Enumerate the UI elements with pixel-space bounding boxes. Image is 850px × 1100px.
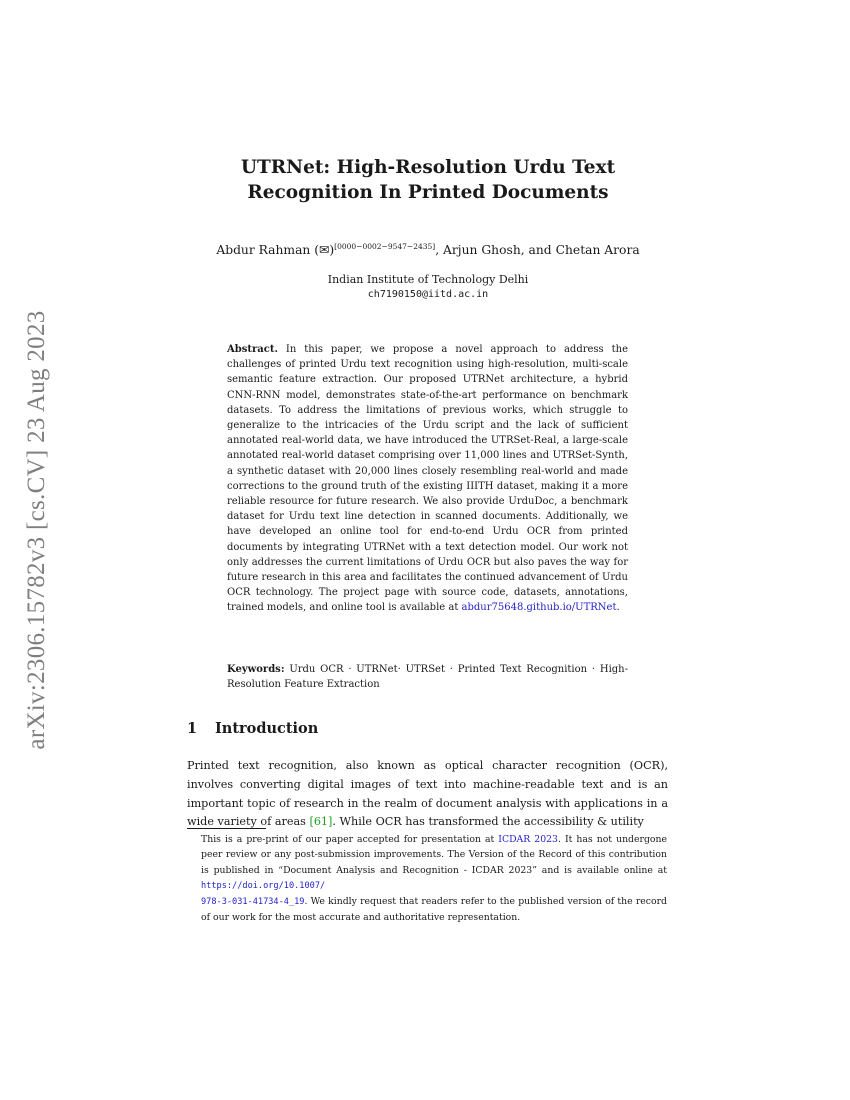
section-heading <box>187 719 318 739</box>
citation-link[interactable]: [61] <box>309 815 333 829</box>
institution-name: Indian Institute of Technology Delhi <box>327 273 529 286</box>
title-line-1: UTRNet: High-Resolution Urdu Text <box>240 157 616 178</box>
arxiv-identifier-stamp: arXiv:2306.15782v3 [cs.CV] 23 Aug 2023 <box>23 310 50 750</box>
affiliation-block <box>200 272 656 302</box>
other-authors: , Arjun Ghosh, and Chetan Arora <box>435 243 640 257</box>
paper-title <box>190 155 666 205</box>
footnote <box>201 832 667 926</box>
abstract-label: Abstract. <box>227 344 278 355</box>
author-email[interactable]: ch7190150@iitd.ac.in <box>367 289 489 300</box>
footnote-text-1: This is a pre-print of our paper accepted for presentation at <box>201 834 499 845</box>
footnote-text-3: . We kindly request that readers refer to the published version of the record of our work for the most accurate and authoritative representation. <box>201 896 667 924</box>
section-title: Introduction <box>215 720 319 737</box>
title-line-2: Recognition In Printed Documents <box>247 182 609 203</box>
abstract-text: In this paper, we propose a novel approach to address the challenges of printed Urdu text recognition using high-resolution, multi-scale semantic feature extraction. Our proposed UTRNet architecture, a hybrid CNN-RNN model, demonstrates state-of-the-art performance on benchmark datasets. To address the limitations of previous works, which struggle to generalize to the intricacies of the Urdu script and the lack of sufficient annotated real-world data, we have introduced the UTRSet-Real, a large-scale annotated real-world dataset comprising over 11,000 lines and UTRSet-Synth, a synthetic dataset with 20,000 lines closely resembling real-world and made corrections to the ground truth of the existing IIITH dataset, making it a more reliable resource for future research. We also provide UrduDoc, a benchmark dataset for Urdu text line detection in scanned documents. Additionally, we have developed an online tool for end-to-end Urdu OCR from printed documents by integrating UTRNet with a text detection model. Our work not only addresses the current limitations of Urdu OCR but also paves the way for future research in this area and facilitates the continued advancement of Urdu OCR technology. The project page with source code, datasets, annotations, trained models, and online tool is available at <box>227 344 628 614</box>
author-list <box>160 241 696 259</box>
doi-link-line-1: https://doi.org/10.1007/ <box>201 880 326 891</box>
keywords-block <box>227 662 628 692</box>
abstract-block <box>227 342 628 616</box>
doi-link-line-2: 978-3-031-41734-4_19 <box>201 897 305 908</box>
section-number: 1 <box>187 720 198 737</box>
venue-link[interactable]: ICDAR 2023 <box>498 834 558 845</box>
abstract-end: . <box>616 602 620 614</box>
footnote-text-2: . It has not undergone peer review or any post-submission improvements. The Version of the Record of this contribution is published in “Document Analysis and Recognition - ICDAR 2023” and is available online at <box>201 834 667 876</box>
keywords-text: Urdu OCR · UTRNet· UTRSet · Printed Text Recognition · High-Resolution Feature Extraction <box>227 664 628 691</box>
footnote-divider <box>187 828 266 829</box>
intro-text-continued: . While OCR has transformed the accessibility & utility <box>332 815 644 829</box>
intro-paragraph <box>187 757 668 832</box>
orcid-id[interactable]: [0000−0002−9547−2435] <box>334 241 436 251</box>
keywords-label: Keywords: <box>227 664 285 675</box>
intro-text: Printed text recognition, also known as optical character recognition (OCR), involves converting digital images of text into machine-readable text and is an important topic of research in the realm of document analysis with applications in a wide variety of areas <box>187 759 668 829</box>
first-author: Abdur Rahman (✉) <box>216 243 335 257</box>
project-page-link[interactable]: abdur75648.github.io/UTRNet <box>461 602 617 614</box>
